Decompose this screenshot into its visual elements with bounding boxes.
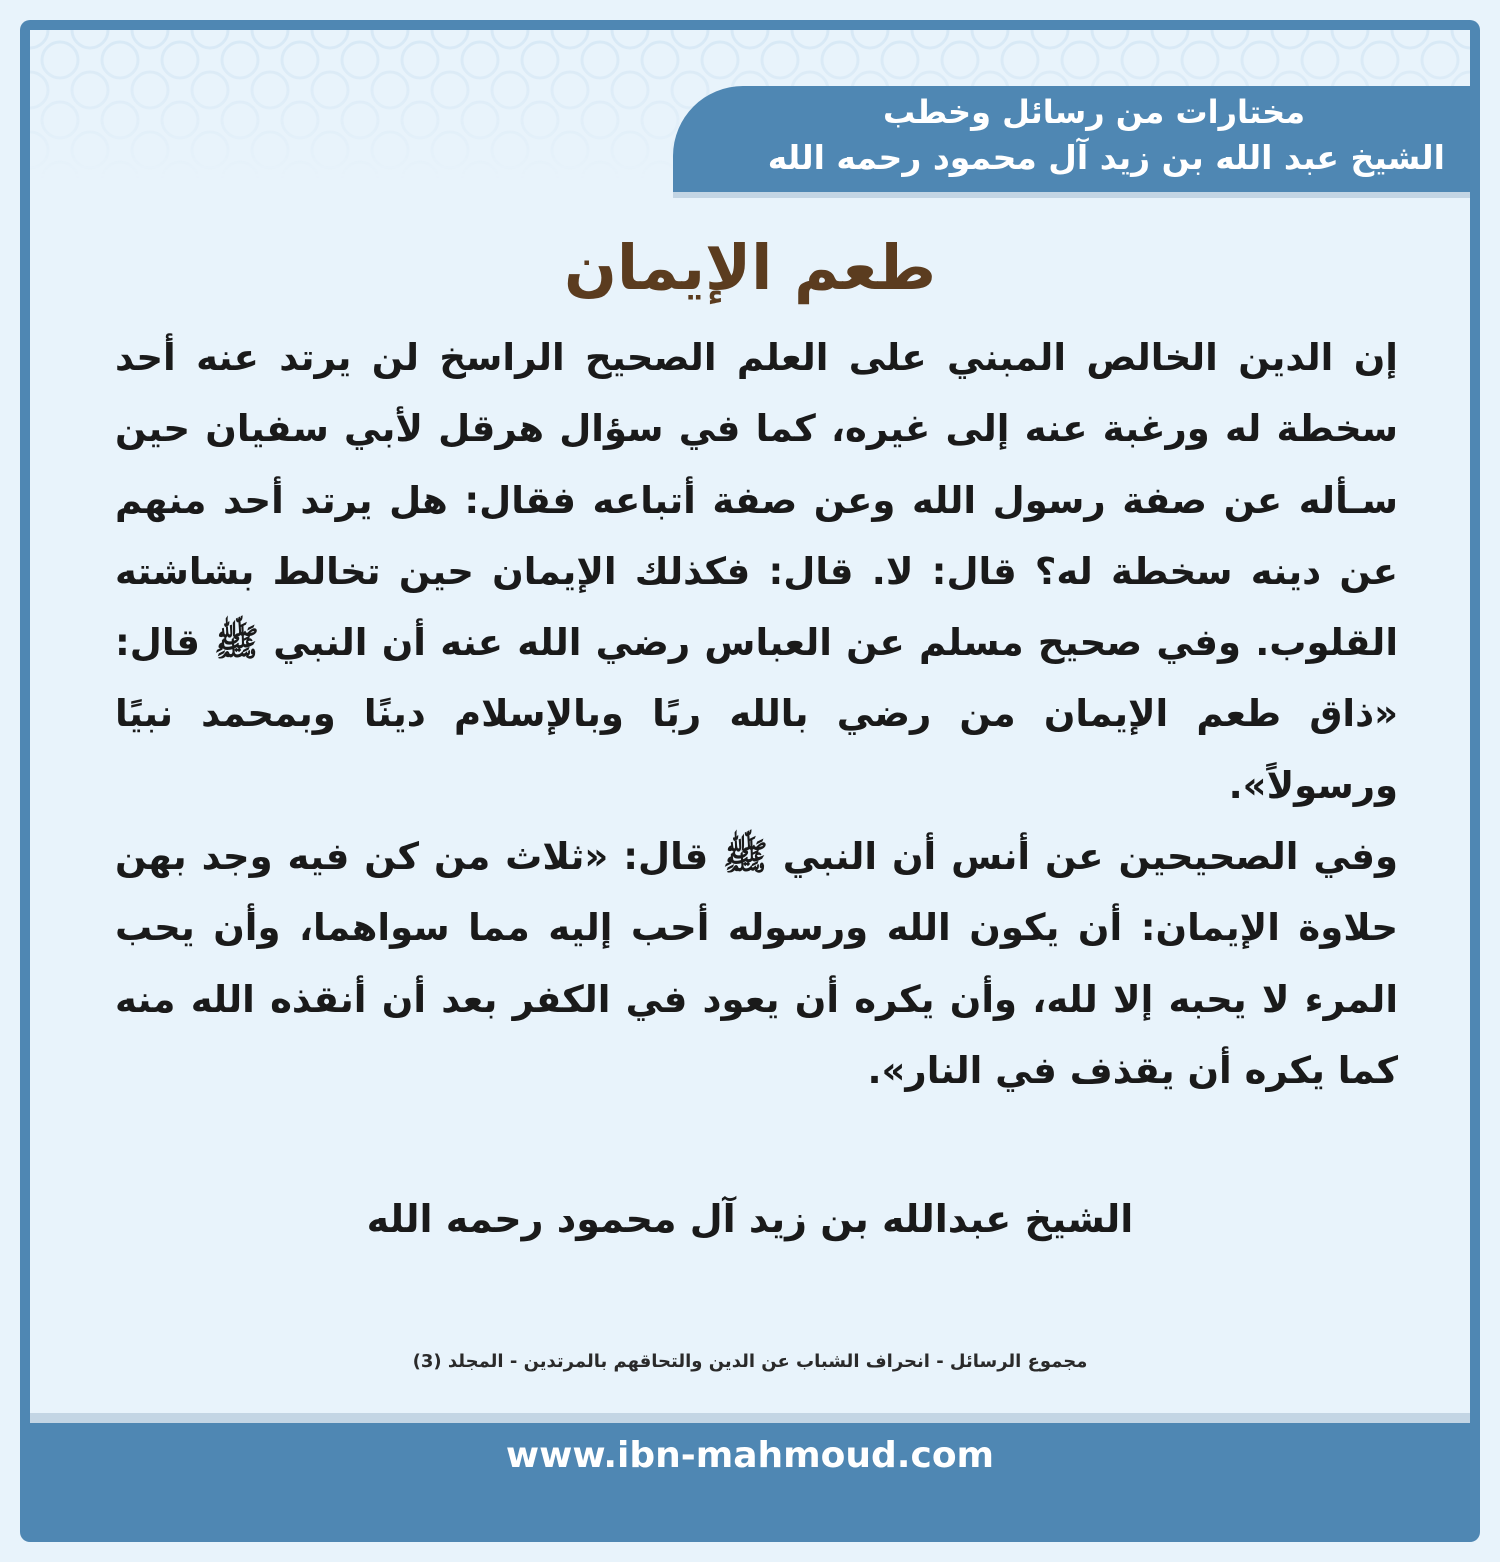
author-signature: الشيخ عبدالله بن زيد آل محمود رحمه الله <box>366 1197 1134 1241</box>
paragraph: إن الدين الخالص المبني على العلم الصحيح الراسخ لن يرتد عنه أحد سخطة له ورغبة عنه إلى غيره، كما في سؤال هرقل لأبي سفيان حين سـأله عن صفة رسول الله وعن صفة أتباعه فقال: هل يرتد أحد منهم عن دينه سخطة له؟ قال: لا. قال: فكذلك الإيمان حين تخالط بشاشته القلوب. وفي صحيح مسلم عن العباس رضي الله عنه أن النبي ﷺ قال: «ذاق طعم الإيمان من رضي بالله ربًا وبالإسلام دينًا وبمحمد نبيًا ورسولاً». <box>115 336 1398 807</box>
header-author-name: الشيخ عبد الله بن زيد آل محمود رحمه الله <box>767 138 1445 177</box>
poster-content <box>30 30 1470 1413</box>
page-title: طعم الإيمان <box>563 231 937 304</box>
paragraph: وفي الصحيحين عن أنس أن النبي ﷺ قال: «ثلاث من كن فيه وجد بهن حلاوة الإيمان: أن يكون الله ورسوله أحب إليه مما سواهما، وأن يحب المرء لا يحبه إلا لله، وأن يكره أن يعود في الكفر بعد أن أنقذه الله منه كما يكره أن يقذف في النار». <box>115 835 1398 1092</box>
footer-divider <box>30 1413 1470 1423</box>
header-series-title: مختارات من رسائل وخطب <box>882 93 1305 131</box>
source-citation: مجموع الرسائل - انحراف الشباب عن الدين والتحاقهم بالمرتدين - المجلد (3) <box>412 1351 1088 1372</box>
header-banner <box>673 86 1470 192</box>
website-link[interactable]: www.ibn-mahmoud.com <box>505 1435 995 1476</box>
article-body <box>115 322 1398 1106</box>
